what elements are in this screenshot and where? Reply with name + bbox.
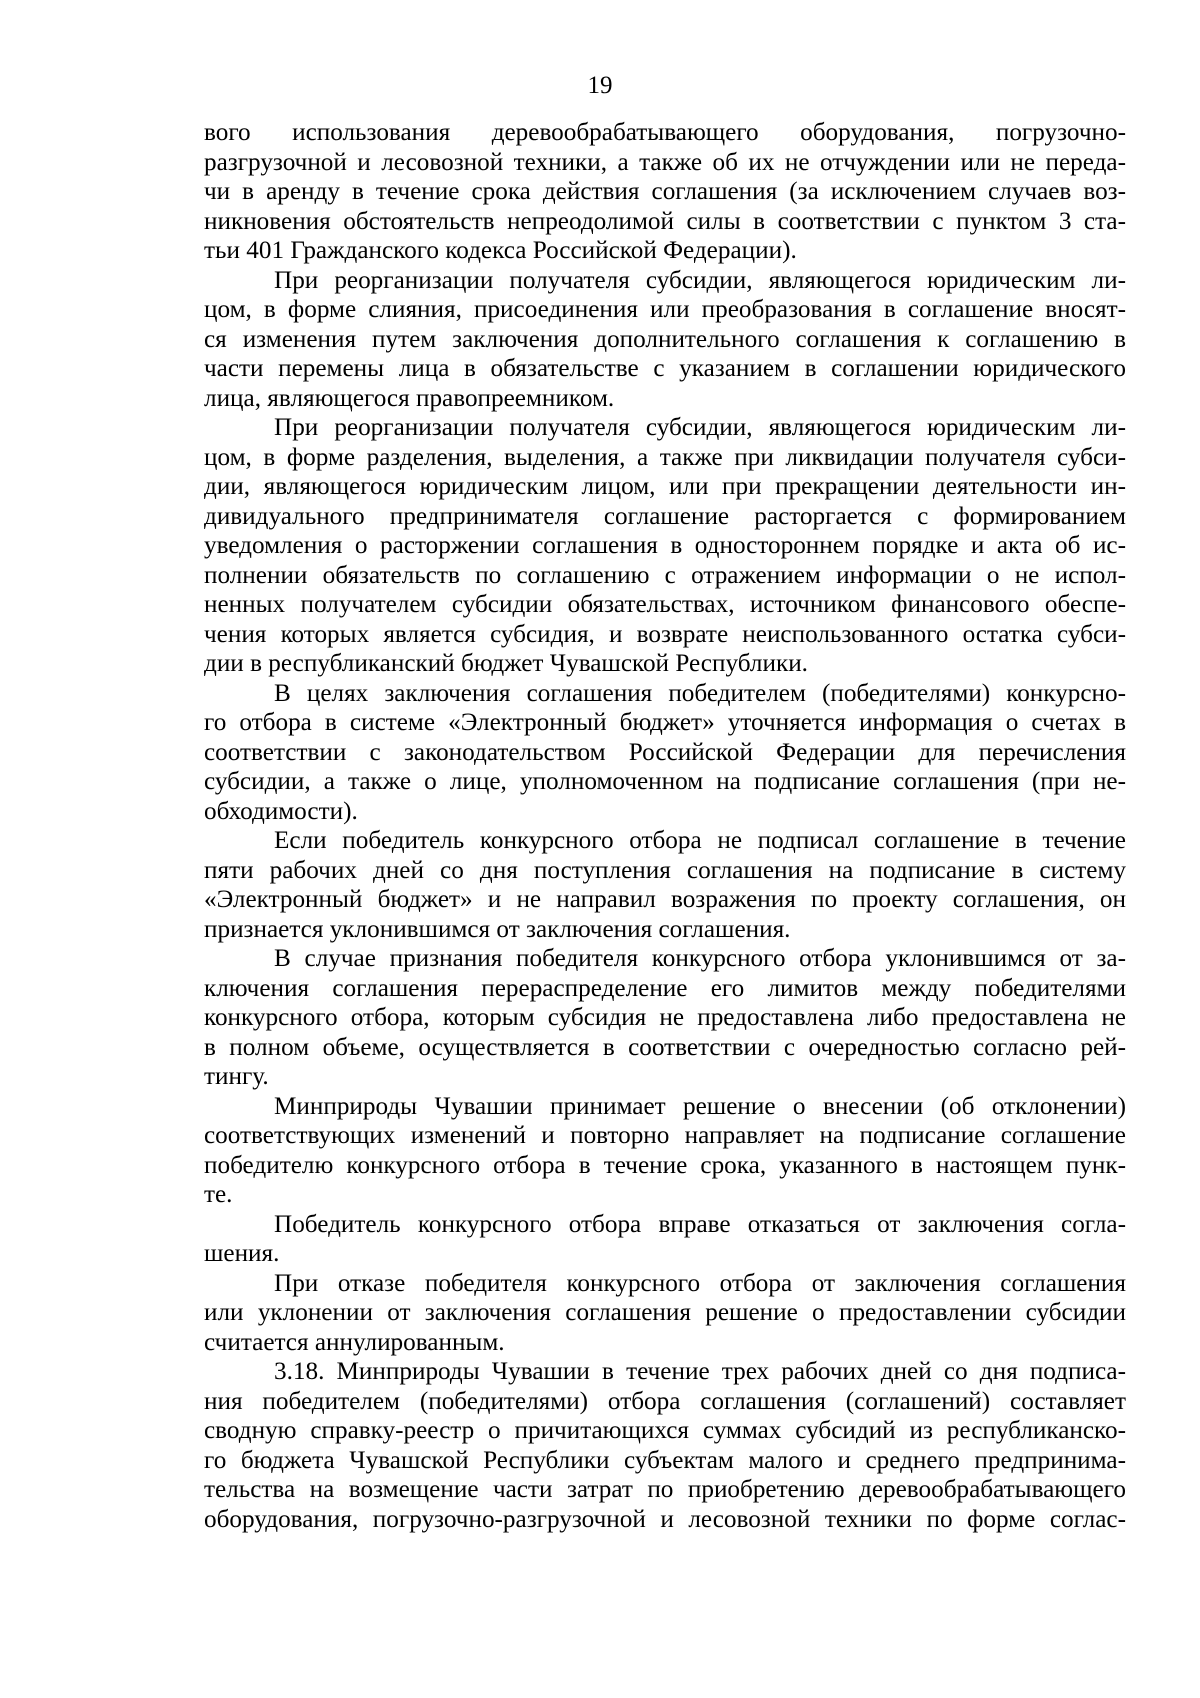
text-line: Минприроды Чувашии принимает решение о внесении (об отклонении): [274, 1092, 1126, 1120]
text-line: тельства на возмещение части затрат по приобретению деревообрабатывающего: [204, 1476, 1126, 1503]
text-line: соответствующих изменений и повторно направляет на подписание соглашение: [204, 1122, 1126, 1149]
text-line: дии в республиканский бюджет Чувашской Республики.: [204, 650, 808, 677]
text-line: дивидуального предпринимателя соглашение расторгается с формированием: [204, 502, 1126, 530]
text-line: шения.: [204, 1240, 280, 1267]
text-line: лица, являющегося правопреемником.: [204, 384, 615, 412]
text-line: чи в аренду в течение срока действия соглашения (за исключением случаев воз-: [204, 178, 1126, 205]
text-line: го отбора в системе «Электронный бюджет» уточняется информация о счетах в: [204, 709, 1126, 736]
text-line: дии, являющегося юридическим лицом, или при прекращении деятельности ин-: [204, 473, 1126, 500]
text-line: в полном объеме, осуществляется в соответствии с очередностью согласно рей-: [204, 1033, 1126, 1061]
text-line: или уклонении от заключения соглашения решение о предоставлении субсидии: [204, 1299, 1126, 1326]
text-line: ненных получателем субсидии обязательствах, источником финансового обеспе-: [204, 591, 1126, 618]
text-line: 3.18. Минприроды Чувашии в течение трех рабочих дней со дня подписа-: [274, 1358, 1126, 1385]
text-line: признается уклонившимся от заключения соглашения.: [204, 915, 791, 943]
text-line: пяти рабочих дней со дня поступления соглашения на подписание в систему: [204, 856, 1126, 884]
text-line: соответствии с законодательством Российской Федерации для перечисления: [204, 738, 1126, 766]
text-line: обходимости).: [204, 797, 358, 825]
text-line: При реорганизации получателя субсидии, являющегося юридическим ли-: [274, 414, 1126, 441]
text-line: оборудования, погрузочно-разгрузочной и лесовозной техники по форме соглас-: [204, 1505, 1126, 1533]
text-line: При реорганизации получателя субсидии, являющегося юридическим ли-: [274, 266, 1126, 294]
text-line: уведомления о расторжении соглашения в одностороннем порядке и акта об ис-: [204, 532, 1126, 559]
text-line: тьи 401 Гражданского кодекса Российской Федерации).: [204, 237, 797, 264]
page-number: 19: [587, 72, 613, 99]
text-line: При отказе победителя конкурсного отбора от заключения соглашения: [274, 1269, 1126, 1297]
text-line: те.: [204, 1181, 233, 1208]
text-line: победителю конкурсного отбора в течение срока, указанного в настоящем пунк-: [204, 1151, 1126, 1179]
text-line: ния победителем (победителями) отбора соглашения (соглашений) составляет: [204, 1387, 1126, 1415]
text-line: В случае признания победителя конкурсного отбора уклонившимся от за-: [274, 945, 1126, 972]
text-line: тингу.: [204, 1063, 269, 1090]
text-line: го бюджета Чувашской Республики субъектам малого и среднего предпринима-: [204, 1446, 1126, 1474]
text-line: сводную справку-реестр о причитающихся суммах субсидий из республиканско-: [204, 1417, 1126, 1444]
text-line: цом, в форме слияния, присоединения или преобразования в соглашение вносят-: [204, 296, 1126, 323]
text-line: вого использования деревообрабатывающего оборудования, погрузочно-: [204, 119, 1126, 146]
text-line: ся изменения путем заключения дополнительного соглашения к соглашению в: [204, 325, 1126, 353]
text-line: цом, в форме разделения, выделения, а также при ликвидации получателя субси-: [204, 443, 1126, 471]
text-line: «Электронный бюджет» и не направил возражения по проекту соглашения, он: [204, 886, 1126, 913]
text-line: части перемены лица в обязательстве с указанием в соглашении юридического: [204, 355, 1126, 382]
text-line: считается аннулированным.: [204, 1328, 505, 1356]
text-line: В целях заключения соглашения победителем (победителями) конкурсно-: [274, 679, 1126, 707]
text-line: полнении обязательств по соглашению с отражением информации о не испол-: [204, 561, 1126, 589]
text-line: Победитель конкурсного отбора вправе отказаться от заключения согла-: [274, 1210, 1126, 1238]
text-line: конкурсного отбора, которым субсидия не предоставлена либо предоставлена не: [204, 1004, 1126, 1031]
text-line: ключения соглашения перераспределение его лимитов между победителями: [204, 974, 1126, 1002]
text-line: чения которых является субсидия, и возврате неиспользованного остатка субси-: [204, 620, 1126, 648]
text-line: Если победитель конкурсного отбора не подписал соглашение в течение: [274, 827, 1126, 854]
document-body: [204, 118, 1126, 1534]
text-line: субсидии, а также о лице, уполномоченном на подписание соглашения (при не-: [204, 768, 1126, 795]
text-line: разгрузочной и лесовозной техники, а также об их не отчуждении или не переда-: [204, 148, 1126, 176]
text-line: никновения обстоятельств непреодолимой силы в соответствии с пунктом 3 ста-: [204, 207, 1126, 235]
